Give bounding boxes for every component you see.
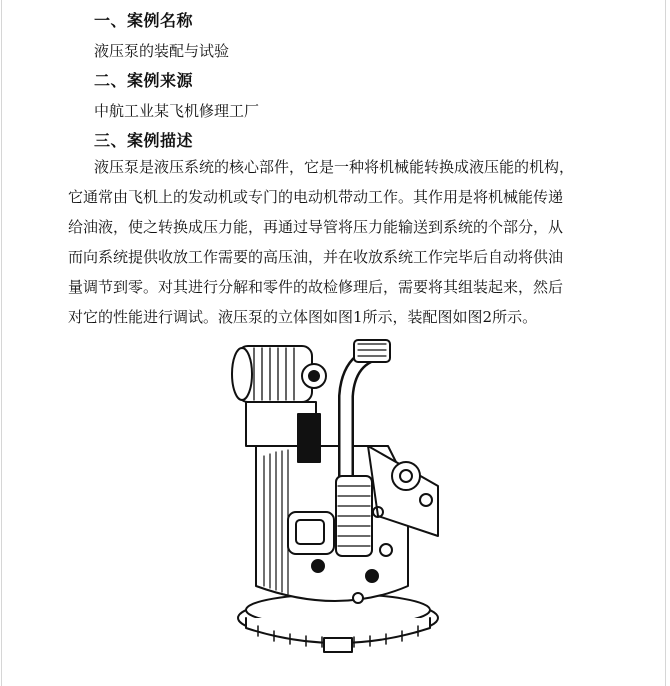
hydraulic-pump-icon: [218, 336, 458, 656]
description-line: 量调节到零。对其进行分解和零件的故检修理后，需要将其组装起来，然后: [68, 278, 564, 296]
case-description-paragraph: [68, 152, 608, 332]
case-name-text: 液压泵的装配与试验: [94, 42, 230, 60]
description-line: 给油液，使之转换成压力能，再通过导管将压力能输送到系统的个部分，从: [68, 218, 564, 236]
page-border-right: [665, 0, 666, 686]
heading-case-description: 三、案例描述: [94, 131, 194, 150]
heading-case-name: 一、案例名称: [94, 11, 194, 30]
hydraulic-pump-figure: [218, 336, 458, 656]
page-border-left: [1, 0, 2, 686]
description-line: 它通常由飞机上的发动机或专门的电动机带动工作。其作用是将机械能传递: [68, 188, 564, 206]
case-source-text: 中航工业某飞机修理工厂: [94, 102, 260, 120]
description-line: 而向系统提供收放工作需要的高压油，并在收放系统工作完毕后自动将供油: [68, 248, 564, 266]
description-line: 液压泵是液压系统的核心部件，它是一种将机械能转换成液压能的机构，: [94, 158, 575, 176]
heading-case-source: 二、案例来源: [94, 71, 194, 90]
description-line: 对它的性能进行调试。液压泵的立体图如图1所示，装配图如图2所示。: [68, 308, 538, 326]
